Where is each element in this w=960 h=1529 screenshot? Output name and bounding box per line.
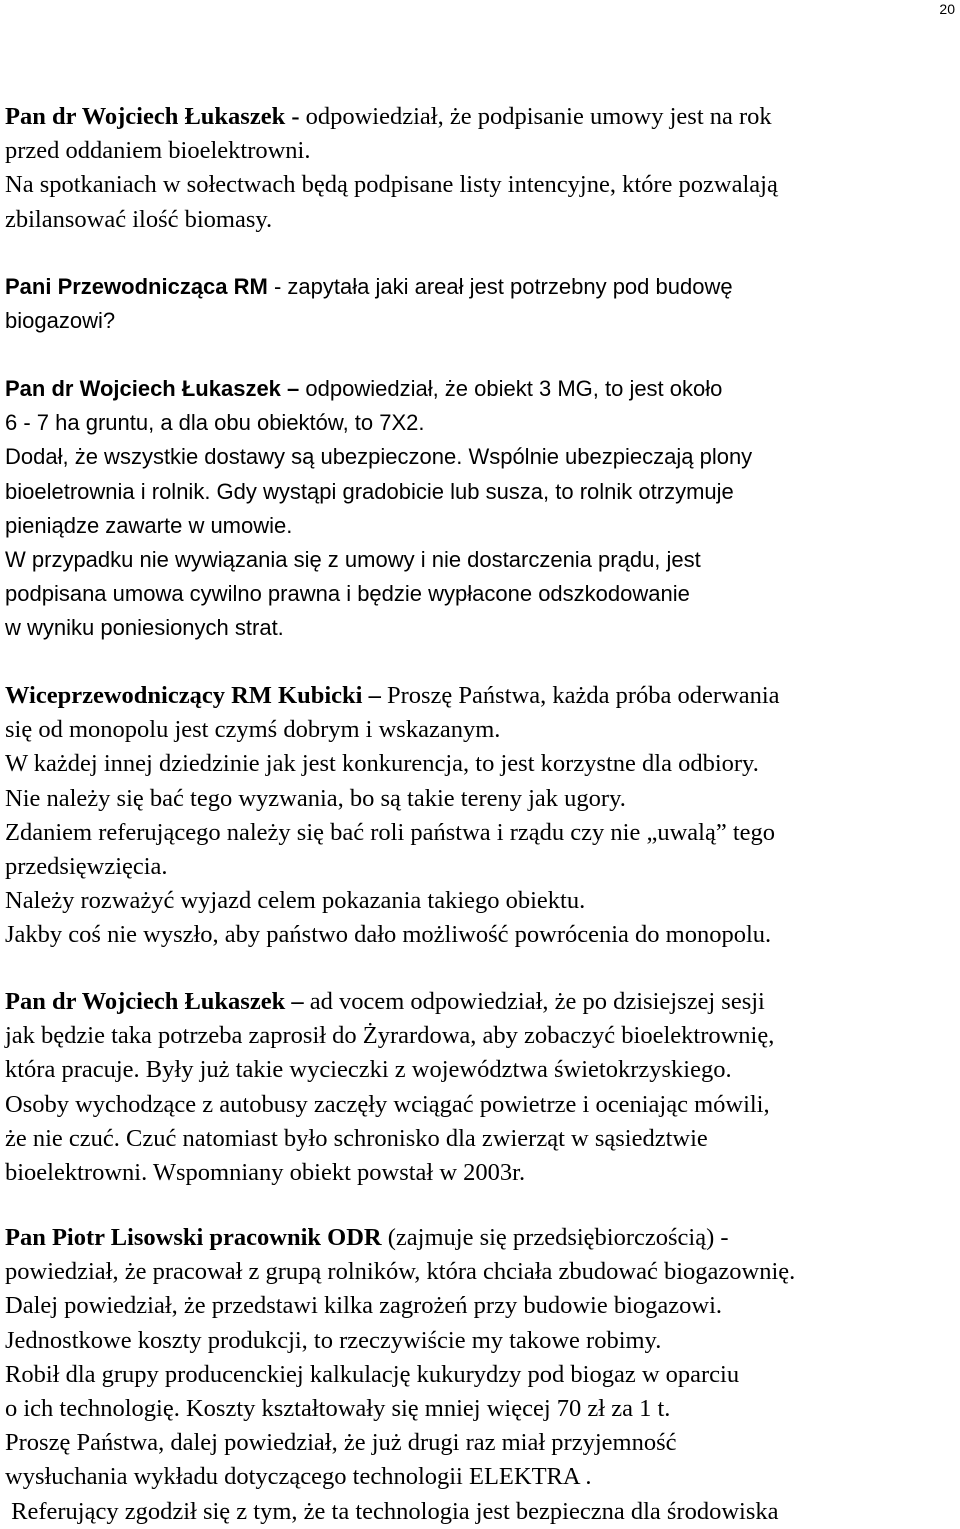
speaker-name: Pan dr Wojciech Łukaszek - [5,103,300,130]
text-line: powiedział, że pracował z grupą rolników, która chciała zbudować biogazownię. [5,1258,796,1286]
page-number: 20 [939,1,955,17]
speaker-name: Pan dr Wojciech Łukaszek – [5,376,300,401]
text-line: wysłuchania wykładu dotyczącego technologii ELEKTRA . [5,1463,592,1491]
text-line: 6 - 7 ha gruntu, a dla obu obiektów, to 7X2. [5,410,425,436]
text-line: Osoby wychodzące z autobusy zaczęły wciągać powietrze i oceniając mówili, [5,1090,770,1118]
text-line: Pani Przewodnicząca RM - zapytała jaki areał jest potrzebny pod budowę [5,274,733,299]
paragraph-lukaszek-3 [5,985,960,1190]
text-line: Jakby coś nie wyszło, aby państwo dało możliwość powrócenia do monopolu. [5,921,772,949]
text-line: Nie należy się bać tego wyzwania, bo są takie tereny jak ugory. [5,784,626,812]
text-line: Zdaniem referującego należy się bać roli państwa i rządu czy nie „uwalą” tego [5,818,776,846]
text-line: przed oddaniem bioelektrowni. [5,137,311,165]
paragraph-przewodniczaca [5,270,960,338]
paragraph-lukaszek-1 [5,100,960,237]
text-line: W każdej innej dziedzinie jak jest konkurencja, to jest korzystne dla odbiory. [5,750,759,778]
text-line: przedsięwzięcia. [5,853,168,881]
text-line: Jednostkowe koszty produkcji, to rzeczywiście my takowe robimy. [5,1326,662,1354]
text-line: jak będzie taka potrzeba zaprosił do Żyrardowa, aby zobaczyć bioelektrownię, [5,1022,775,1050]
text-line: Wiceprzewodniczący RM Kubicki – Proszę Państwa, każda próba oderwania [5,682,780,709]
text-line: Pan dr Wojciech Łukaszek - odpowiedział, że podpisanie umowy jest na rok [5,103,772,130]
text-line: bioelektrowni. Wspomniany obiekt powstał w 2003r. [5,1159,526,1187]
text-line: która pracuje. Były już takie wycieczki z województwa świetokrzyskiego. [5,1056,732,1084]
paragraph-lukaszek-2 [5,372,960,646]
paragraph-kubicki [5,679,960,953]
text-line: że nie czuć. Czuć natomiast było schronisko dla zwierząt w sąsiedztwie [5,1124,708,1152]
text-line: zbilansować ilość biomasy. [5,205,273,233]
speaker-name: Pani Przewodnicząca RM [5,274,268,299]
text-line: podpisana umowa cywilno prawna i będzie wypłacone odszkodowanie [5,581,690,607]
text-line: Referujący zgodził się z tym, że ta technologia jest bezpieczna dla środowiska [5,1497,779,1525]
text-line: Robił dla grupy producenckiej kalkulację kukurydzy pod biogaz w oparciu [5,1360,740,1388]
speaker-name: Pan Piotr Lisowski pracownik ODR [5,1224,382,1251]
text-line: Należy rozważyć wyjazd celem pokazania takiego obiektu. [5,887,586,915]
paragraph-lisowski [5,1221,960,1529]
text-line: Dalej powiedział, że przedstawi kilka zagrożeń przy budowie biogazowi. [5,1292,723,1320]
text-line: Pan dr Wojciech Łukaszek – odpowiedział, że obiekt 3 MG, to jest około [5,376,723,401]
text-line: Na spotkaniach w sołectwach będą podpisane listy intencyjne, które pozwalają [5,171,778,199]
text-line: W przypadku nie wywiązania się z umowy i nie dostarczenia prądu, jest [5,547,701,573]
text-line: biogazowi? [5,308,116,334]
text-line: o ich technologię. Koszty kształtowały się mniej więcej 70 zł za 1 t. [5,1395,671,1423]
text-line: w wyniku poniesionych strat. [5,615,284,641]
text-line: Proszę Państwa, dalej powiedział, że już drugi raz miał przyjemność [5,1429,677,1457]
text-line: Pan dr Wojciech Łukaszek – ad vocem odpowiedział, że po dzisiejszej sesji [5,988,765,1015]
text-line: bioeletrownia i rolnik. Gdy wystąpi gradobicie lub susza, to rolnik otrzymuje [5,478,734,504]
text-line: Dodał, że wszystkie dostawy są ubezpieczone. Wspólnie ubezpieczają plony [5,444,753,470]
text-line: się od monopolu jest czymś dobrym i wskazanym. [5,716,501,744]
text-line: pieniądze zawarte w umowie. [5,512,293,538]
text-line: Pan Piotr Lisowski pracownik ODR (zajmuje się przedsiębiorczością) - [5,1224,729,1251]
speaker-name: Pan dr Wojciech Łukaszek – [5,988,304,1015]
speaker-name: Wiceprzewodniczący RM Kubicki – [5,682,381,709]
